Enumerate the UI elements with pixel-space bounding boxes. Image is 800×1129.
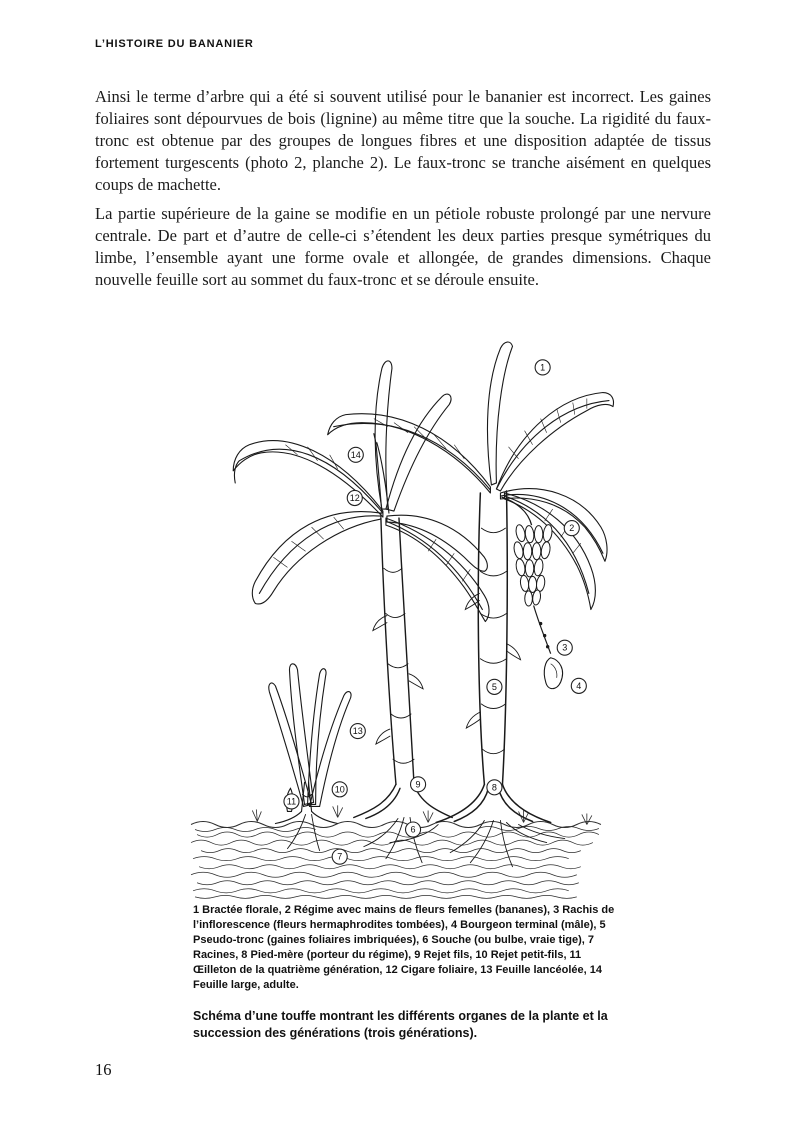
figure	[187, 312, 619, 900]
paragraph: La partie supérieure de la gaine se modifie en un pétiole robuste prolongé par une nervure centrale. De part et d’autre de celle-ci s’étendent les deux parties presque symétriques du limbe, l’ensemble ayant une forme ovale et allongée, de grandes dimensions. Chaque nouvelle feuille sort au sommet du faux-tronc et se déroule ensuite.	[95, 204, 711, 289]
figure-marker-4	[571, 678, 586, 693]
male-bud	[544, 658, 562, 689]
figure-marker-9	[411, 777, 426, 792]
running-header: L’HISTOIRE DU BANANIER	[95, 38, 254, 50]
figure-marker-11	[284, 794, 299, 809]
svg-text:1: 1	[540, 362, 546, 373]
svg-text:11: 11	[286, 796, 297, 807]
svg-text:5: 5	[491, 681, 497, 692]
svg-text:8: 8	[491, 782, 497, 793]
middle-pseudo-trunk	[354, 434, 452, 819]
svg-text:2: 2	[569, 523, 575, 534]
figure-marker-7	[332, 849, 347, 864]
figure-marker-8	[487, 780, 502, 795]
svg-text:13: 13	[352, 726, 363, 737]
figure-marker-6	[406, 822, 421, 837]
svg-text:9: 9	[415, 779, 421, 790]
young-sucker-plant	[269, 664, 351, 824]
banana-clump-illustration	[187, 312, 619, 900]
figure-marker-5	[487, 679, 502, 694]
figure-marker-13	[350, 724, 365, 739]
figure-legend: 1 Bractée florale, 2 Régime avec mains de fleurs femelles (bananes), 3 Rachis de l’inflorescence (fleurs hermaphrodites tombées), 4 Bourgeon terminal (mâle), 5 Pseudo-tronc (gaines foliaires imbriquées), 6 Souche (ou bulbe, vraie tige), 7 Racines, 8 Pied-mère (porteur du régime), 9 Rejet fils, 10 Rejet petit-fils, 11 Œilleton de la quatrième génération, 12 Cigare foliaire, 13 Feuille lancéolée, 14 Feuille large, adulte.	[193, 904, 615, 991]
figure-marker-12	[347, 490, 362, 505]
figure-marker-3	[557, 640, 572, 655]
svg-text:3: 3	[562, 642, 568, 653]
svg-text:4: 4	[576, 680, 582, 691]
page-number: 16	[95, 1060, 112, 1079]
paragraph: Ainsi le terme d’arbre qui a été si souvent utilisé pour le bananier est incorrect. Les gaines foliaires sont dépourvues de bois (lignine) au même titre que la souche. La rigidité du faux-tronc est obtenue par des groupes de longues fibres et une disposition adaptée de tissus fortement turgescents (photo 2, planche 2). Le faux-tronc se tranche aisément en quelques coups de machette.	[95, 87, 711, 194]
svg-text:12: 12	[349, 493, 360, 504]
figure-marker-1	[535, 360, 550, 375]
figure-caption: Schéma d’une touffe montrant les différents organes de la plante et la succession des générations (trois générations).	[193, 1009, 608, 1040]
svg-text:10: 10	[334, 784, 345, 795]
figure-marker-14	[348, 447, 363, 462]
figure-marker-10	[332, 782, 347, 797]
svg-text:14: 14	[350, 449, 361, 460]
figure-marker-2	[564, 521, 579, 536]
ground-hatching	[191, 805, 601, 898]
svg-text:7: 7	[337, 851, 343, 862]
body-text	[95, 86, 711, 298]
cigar-leaf	[374, 434, 389, 513]
svg-text:6: 6	[410, 824, 416, 835]
banana-bunch	[501, 497, 562, 689]
leaf-canopy	[233, 342, 613, 622]
main-pseudo-trunk	[436, 491, 551, 823]
